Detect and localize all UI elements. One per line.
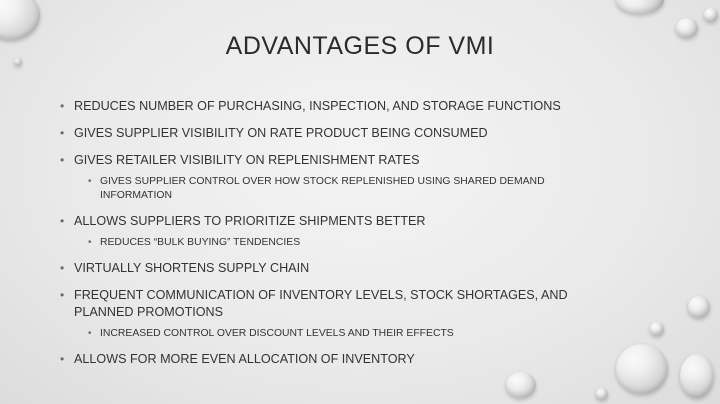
bullet-dot-icon: • (60, 288, 65, 302)
water-droplet-decoration (688, 296, 710, 318)
bullet-text: VIRTUALLY SHORTENS SUPPLY CHAIN (74, 261, 310, 275)
bullet-item (58, 152, 618, 169)
bullet-dot-icon: • (88, 328, 92, 339)
water-droplet-decoration (596, 388, 608, 400)
slide-title: ADVANTAGES OF VMI (225, 32, 495, 60)
water-droplet-decoration (650, 322, 664, 336)
bullet-text: GIVES SUPPLIER VISIBILITY ON RATE PRODUCT BEING CONSUMED (74, 126, 488, 140)
sub-bullet-text: REDUCES “BULK BUYING” TENDENCIES (100, 237, 301, 248)
bullet-item (58, 213, 618, 230)
bullet-list (58, 98, 618, 378)
bullet-dot-icon: • (60, 352, 65, 366)
water-droplet-decoration (616, 344, 668, 394)
bullet-text: ALLOWS SUPPLIERS TO PRIORITIZE SHIPMENTS BETTER (74, 214, 426, 228)
sub-bullet-item (58, 236, 618, 250)
sub-bullet-item (58, 327, 618, 341)
bullet-item (58, 98, 618, 115)
bullet-text: GIVES RETAILER VISIBILITY ON REPLENISHMENT RATES (74, 153, 420, 167)
bullet-text: ALLOWS FOR MORE EVEN ALLOCATION OF INVENTORY (74, 352, 415, 366)
bullet-item (58, 287, 618, 321)
sub-bullet-text: GIVES SUPPLIER CONTROL OVER HOW STOCK REPLENISHED USING SHARED DEMAND INFORMATION (100, 176, 545, 201)
water-droplet-decoration (616, 0, 664, 14)
water-droplet-decoration (704, 8, 718, 22)
sub-bullet-text: INCREASED CONTROL OVER DISCOUNT LEVELS AND THEIR EFFECTS (100, 328, 454, 339)
bullet-dot-icon: • (88, 176, 92, 187)
bullet-dot-icon: • (88, 237, 92, 248)
bullet-dot-icon: • (60, 126, 65, 140)
bullet-text: FREQUENT COMMUNICATION OF INVENTORY LEVELS, STOCK SHORTAGES, AND PLANNED PROMOTIONS (74, 288, 568, 319)
bullet-item (58, 351, 618, 368)
bullet-dot-icon: • (60, 261, 65, 275)
water-droplet-decoration (680, 354, 714, 398)
bullet-text: REDUCES NUMBER OF PURCHASING, INSPECTION, AND STORAGE FUNCTIONS (74, 99, 561, 113)
bullet-dot-icon: • (60, 99, 65, 113)
bullet-dot-icon: • (60, 153, 65, 167)
bullet-item (58, 125, 618, 142)
bullet-item (58, 260, 618, 277)
sub-bullet-item (58, 175, 618, 203)
bullet-dot-icon: • (60, 214, 65, 228)
